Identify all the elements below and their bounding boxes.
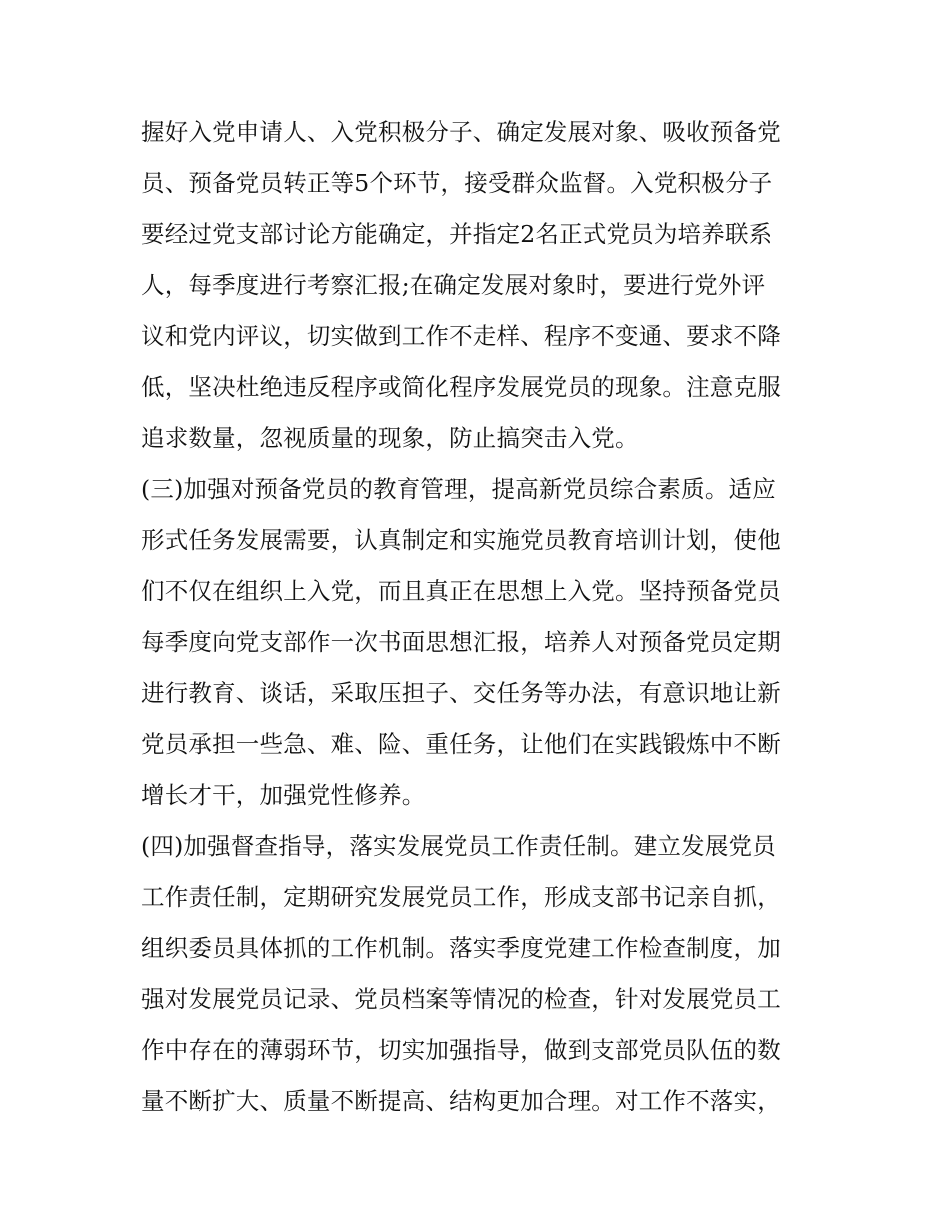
text-line: 追求数量，忽视质量的现象，防止搞突击入党。 — [141, 424, 639, 452]
section-heading-line: (四)加强督查指导，落实发展党员工作责任制。建立发展党员 — [141, 832, 776, 860]
text-line: 每季度向党支部作一次书面思想汇报，培养人对预备党员定期 — [141, 628, 781, 656]
text-line: 增长才干，加强党性修养。 — [141, 781, 426, 809]
text-line: 形式任务发展需要，认真制定和实施党员教育培训计划，使他 — [141, 526, 781, 554]
text-line: 员、预备党员转正等5个环节，接受群众监督。入党积极分子 — [141, 169, 773, 197]
text-line: 人，每季度进行考察汇报;在确定发展对象时，要进行党外评 — [141, 271, 766, 299]
text-line: 作中存在的薄弱环节，切实加强指导，做到支部党员队伍的数 — [141, 1036, 781, 1064]
text-line: 组织委员具体抓的工作机制。落实季度党建工作检查制度，加 — [141, 934, 781, 962]
text-line: 低，坚决杜绝违反程序或简化程序发展党员的现象。注意克服 — [141, 373, 781, 401]
section-heading-line: (三)加强对预备党员的教育管理，提高新党员综合素质。适应 — [141, 475, 776, 503]
document-body — [141, 107, 821, 1127]
text-line: 们不仅在组织上入党，而且真正在思想上入党。坚持预备党员 — [141, 577, 781, 605]
text-line: 量不断扩大、质量不断提高、结构更加合理。对工作不落实， — [141, 1087, 781, 1115]
text-line: 要经过党支部讨论方能确定，并指定2名正式党员为培养联系 — [141, 220, 773, 248]
text-line: 党员承担一些急、难、险、重任务，让他们在实践锻炼中不断 — [141, 730, 781, 758]
text-line: 议和党内评议，切实做到工作不走样、程序不变通、要求不降 — [141, 322, 781, 350]
text-line: 强对发展党员记录、党员档案等情况的检查，针对发展党员工 — [141, 985, 781, 1013]
text-line: 进行教育、谈话，采取压担子、交任务等办法，有意识地让新 — [141, 679, 781, 707]
text-line: 工作责任制，定期研究发展党员工作，形成支部书记亲自抓， — [141, 883, 781, 911]
text-line: 握好入党申请人、入党积极分子、确定发展对象、吸收预备党 — [141, 118, 781, 146]
